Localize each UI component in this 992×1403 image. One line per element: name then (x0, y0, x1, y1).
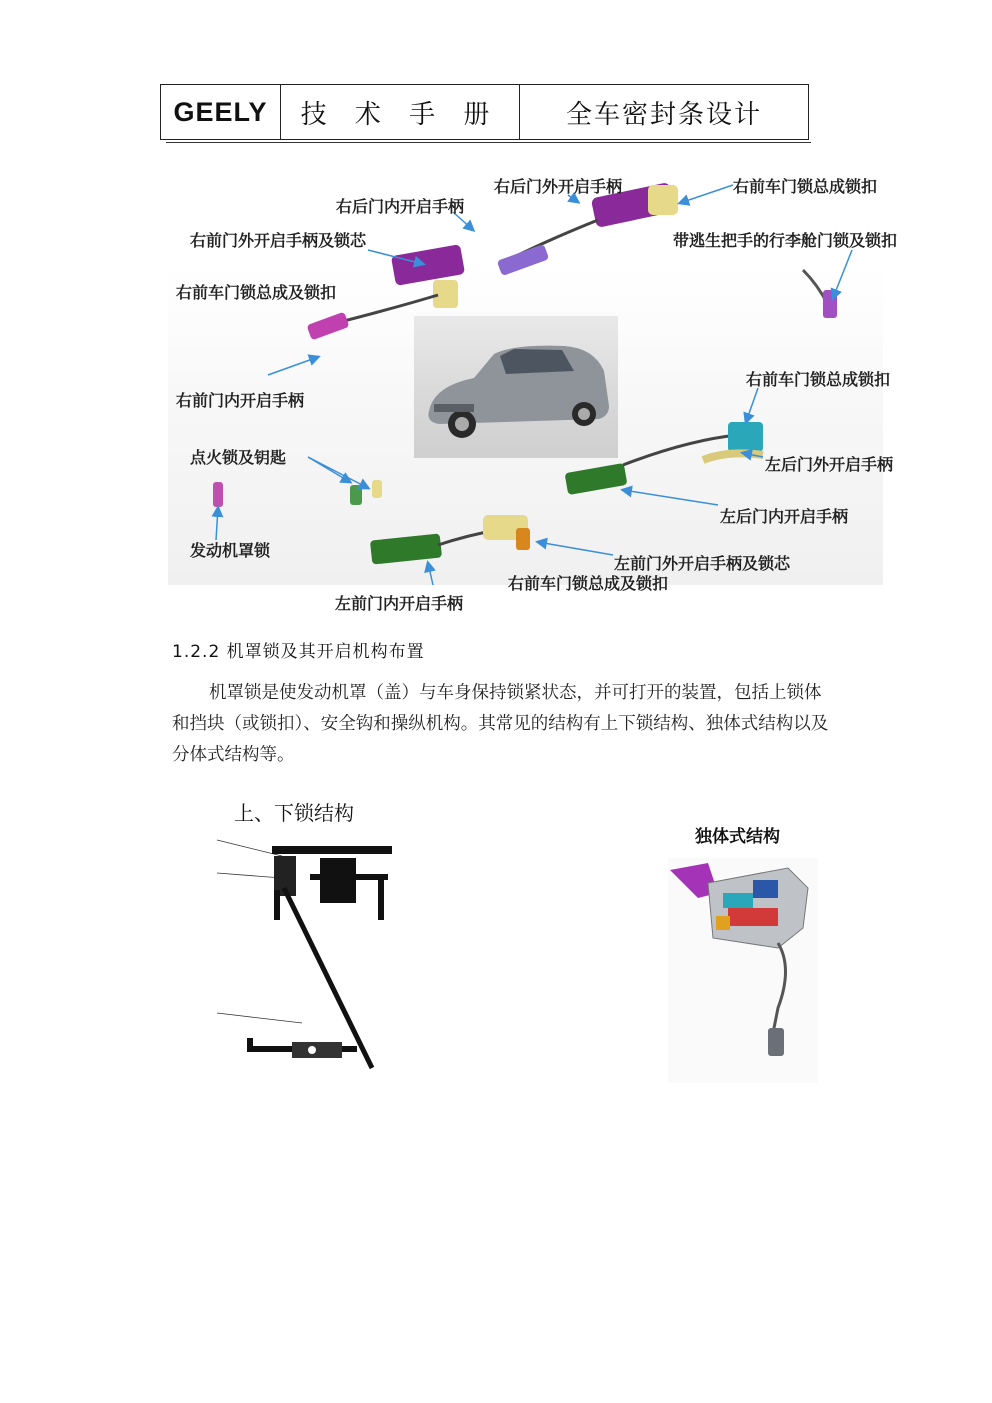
document-header (160, 84, 809, 140)
section-heading: 1.2.2 机罩锁及其开启机构布置 (172, 642, 425, 662)
ignition-and-hood-parts (213, 480, 382, 507)
label-right-rear-inner-handle: 右后门内开启手柄 (336, 197, 465, 216)
upper-lower-lock-drawing (212, 828, 402, 1088)
label-right-front-lock-striker: 右前车门锁总成锁扣 (733, 177, 878, 196)
header-rule (166, 142, 811, 143)
manual-title: 技 术 手 册 (281, 85, 520, 139)
lock-layout-diagram (168, 160, 898, 613)
label-hood-lock: 发动机罩锁 (190, 541, 271, 560)
label-right-front-inner-handle: 右前门内开启手柄 (176, 391, 305, 410)
label-trunk-lock-striker: 带逃生把手的行李舱门锁及锁扣 (673, 231, 898, 250)
paragraph-text: 机罩锁是使发动机罩（盖）与车身保持锁紧状态，并可打开的装置，包括上锁体和挡块（或锁扣）、安全钩和操纵机构。其常见的结构有上下锁结构、独体式结构以及分体式结构等。 (172, 683, 829, 765)
label-right-front-lock-assy: 右前车门锁总成及锁扣 (176, 283, 337, 302)
label-right-rear-outer-handle: 右后门外开启手柄 (494, 177, 623, 196)
car-photo (414, 316, 618, 458)
label-right-front-lock-assy-2: 右前车门锁总成及锁扣 (508, 574, 669, 593)
label-right-front-outer-handle-cylinder: 右前门外开启手柄及锁芯 (190, 231, 367, 250)
brand-logo: GEELY (161, 85, 281, 139)
figure-title-upper-lower: 上、下锁结构 (234, 801, 354, 825)
trunk-lock-part (803, 270, 837, 318)
single-piece-lock-drawing (668, 858, 818, 1083)
label-left-rear-outer-handle: 左后门外开启手柄 (765, 455, 894, 474)
label-right-front-lock-striker-2: 右前车门锁总成锁扣 (746, 370, 891, 389)
label-left-rear-inner-handle: 左后门内开启手柄 (720, 507, 849, 526)
label-left-front-outer-handle-cylinder: 左前门外开启手柄及锁芯 (614, 554, 791, 573)
car-illustration (414, 316, 618, 458)
label-left-front-inner-handle: 左前门内开启手柄 (335, 594, 464, 613)
label-ignition-lock-key: 点火锁及钥匙 (190, 448, 287, 467)
figure-title-single-piece: 独体式结构 (695, 827, 780, 847)
left-front-door-assembly (370, 515, 530, 565)
section-paragraph (172, 678, 832, 771)
document-subject: 全车密封条设计 (565, 99, 762, 130)
